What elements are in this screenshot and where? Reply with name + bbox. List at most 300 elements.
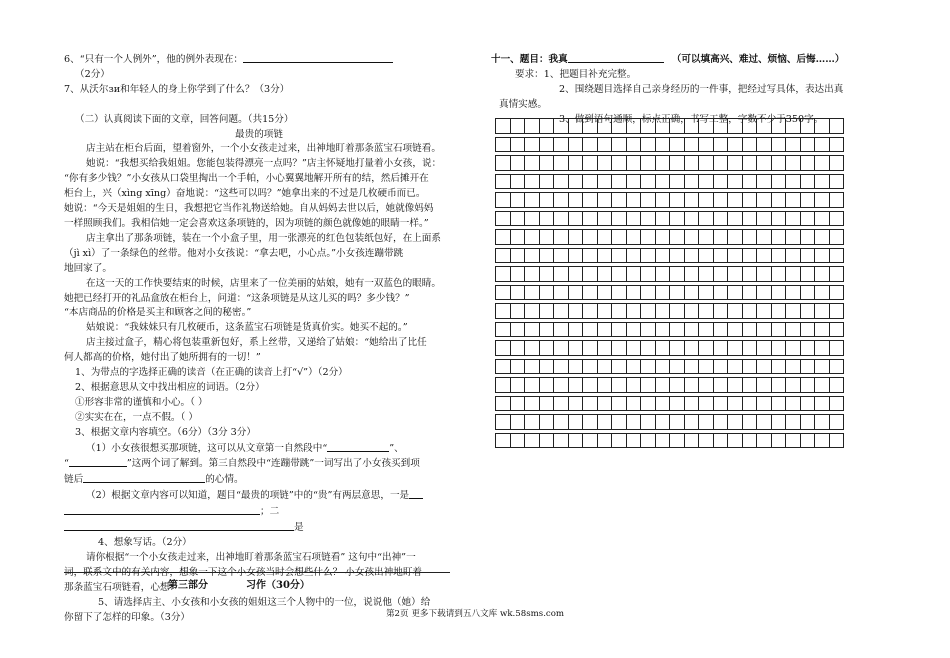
grid-cell[interactable] bbox=[641, 230, 656, 245]
grid-cell[interactable] bbox=[554, 211, 569, 226]
grid-cell[interactable] bbox=[525, 119, 540, 134]
grid-cell[interactable] bbox=[684, 119, 699, 134]
grid-cell[interactable] bbox=[670, 248, 685, 263]
grid-cell[interactable] bbox=[510, 304, 525, 319]
grid-cell[interactable] bbox=[829, 267, 844, 282]
grid-cell[interactable] bbox=[728, 230, 743, 245]
grid-cell[interactable] bbox=[728, 433, 743, 448]
grid-cell[interactable] bbox=[641, 433, 656, 448]
grid-cell[interactable] bbox=[815, 285, 830, 300]
grid-cell[interactable] bbox=[728, 322, 743, 337]
grid-cell[interactable] bbox=[757, 156, 772, 171]
grid-cell[interactable] bbox=[496, 230, 511, 245]
grid-cell[interactable] bbox=[525, 415, 540, 430]
grid-cell[interactable] bbox=[713, 211, 728, 226]
grid-cell[interactable] bbox=[597, 156, 612, 171]
grid-cell[interactable] bbox=[583, 248, 598, 263]
grid-cell[interactable] bbox=[786, 230, 801, 245]
grid-cell[interactable] bbox=[713, 378, 728, 393]
grid-cell[interactable] bbox=[583, 433, 598, 448]
grid-cell[interactable] bbox=[583, 341, 598, 356]
grid-cell[interactable] bbox=[786, 211, 801, 226]
grid-cell[interactable] bbox=[539, 230, 554, 245]
grid-cell[interactable] bbox=[800, 322, 815, 337]
grid-cell[interactable] bbox=[568, 119, 583, 134]
grid-cell[interactable] bbox=[496, 285, 511, 300]
grid-cell[interactable] bbox=[757, 137, 772, 152]
grid-cell[interactable] bbox=[655, 137, 670, 152]
grid-cell[interactable] bbox=[699, 267, 714, 282]
grid-cell[interactable] bbox=[728, 285, 743, 300]
grid-cell[interactable] bbox=[641, 156, 656, 171]
grid-cell[interactable] bbox=[583, 378, 598, 393]
grid-cell[interactable] bbox=[699, 378, 714, 393]
grid-cell[interactable] bbox=[728, 248, 743, 263]
grid-cell[interactable] bbox=[655, 341, 670, 356]
grid-cell[interactable] bbox=[815, 230, 830, 245]
grid-cell[interactable] bbox=[641, 211, 656, 226]
grid-cell[interactable] bbox=[670, 267, 685, 282]
grid-cell[interactable] bbox=[771, 211, 786, 226]
grid-cell[interactable] bbox=[597, 304, 612, 319]
grid-cell[interactable] bbox=[800, 119, 815, 134]
grid-cell[interactable] bbox=[684, 304, 699, 319]
grid-cell[interactable] bbox=[641, 378, 656, 393]
grid-cell[interactable] bbox=[742, 378, 757, 393]
grid-cell[interactable] bbox=[815, 119, 830, 134]
grid-cell[interactable] bbox=[568, 396, 583, 411]
grid-cell[interactable] bbox=[684, 359, 699, 374]
grid-cell[interactable] bbox=[742, 322, 757, 337]
grid-cell[interactable] bbox=[510, 433, 525, 448]
grid-cell[interactable] bbox=[525, 304, 540, 319]
grid-cell[interactable] bbox=[539, 174, 554, 189]
grid-cell[interactable] bbox=[742, 359, 757, 374]
grid-cell[interactable] bbox=[757, 415, 772, 430]
grid-cell[interactable] bbox=[815, 359, 830, 374]
grid-cell[interactable] bbox=[525, 230, 540, 245]
grid-cell[interactable] bbox=[554, 174, 569, 189]
grid-cell[interactable] bbox=[568, 304, 583, 319]
grid-cell[interactable] bbox=[713, 193, 728, 208]
grid-cell[interactable] bbox=[510, 156, 525, 171]
grid-cell[interactable] bbox=[655, 174, 670, 189]
grid-cell[interactable] bbox=[771, 396, 786, 411]
grid-cell[interactable] bbox=[771, 248, 786, 263]
grid-cell[interactable] bbox=[800, 137, 815, 152]
grid-cell[interactable] bbox=[713, 433, 728, 448]
grid-cell[interactable] bbox=[815, 396, 830, 411]
grid-cell[interactable] bbox=[496, 193, 511, 208]
grid-cell[interactable] bbox=[800, 174, 815, 189]
grid-cell[interactable] bbox=[771, 137, 786, 152]
grid-cell[interactable] bbox=[539, 322, 554, 337]
grid-cell[interactable] bbox=[496, 156, 511, 171]
grid-cell[interactable] bbox=[728, 359, 743, 374]
grid-cell[interactable] bbox=[525, 137, 540, 152]
grid-cell[interactable] bbox=[786, 396, 801, 411]
grid-cell[interactable] bbox=[539, 304, 554, 319]
grid-cell[interactable] bbox=[713, 267, 728, 282]
grid-cell[interactable] bbox=[829, 174, 844, 189]
grid-cell[interactable] bbox=[568, 322, 583, 337]
grid-cell[interactable] bbox=[771, 433, 786, 448]
grid-cell[interactable] bbox=[800, 267, 815, 282]
grid-cell[interactable] bbox=[496, 137, 511, 152]
grid-cell[interactable] bbox=[496, 341, 511, 356]
grid-cell[interactable] bbox=[815, 248, 830, 263]
grid-cell[interactable] bbox=[496, 211, 511, 226]
grid-cell[interactable] bbox=[757, 267, 772, 282]
grid-cell[interactable] bbox=[757, 359, 772, 374]
grid-cell[interactable] bbox=[496, 396, 511, 411]
grid-cell[interactable] bbox=[655, 248, 670, 263]
grid-cell[interactable] bbox=[786, 174, 801, 189]
grid-cell[interactable] bbox=[554, 415, 569, 430]
grid-cell[interactable] bbox=[684, 248, 699, 263]
grid-cell[interactable] bbox=[612, 433, 627, 448]
grid-cell[interactable] bbox=[539, 137, 554, 152]
grid-cell[interactable] bbox=[757, 304, 772, 319]
grid-cell[interactable] bbox=[786, 267, 801, 282]
grid-cell[interactable] bbox=[539, 378, 554, 393]
grid-cell[interactable] bbox=[525, 174, 540, 189]
grid-cell[interactable] bbox=[539, 341, 554, 356]
grid-cell[interactable] bbox=[626, 174, 641, 189]
grid-cell[interactable] bbox=[583, 230, 598, 245]
grid-cell[interactable] bbox=[786, 341, 801, 356]
grid-cell[interactable] bbox=[568, 433, 583, 448]
grid-cell[interactable] bbox=[510, 285, 525, 300]
grid-cell[interactable] bbox=[626, 304, 641, 319]
grid-cell[interactable] bbox=[539, 415, 554, 430]
grid-cell[interactable] bbox=[728, 396, 743, 411]
grid-cell[interactable] bbox=[699, 193, 714, 208]
grid-cell[interactable] bbox=[684, 415, 699, 430]
grid-cell[interactable] bbox=[757, 396, 772, 411]
grid-cell[interactable] bbox=[829, 211, 844, 226]
grid-cell[interactable] bbox=[800, 211, 815, 226]
grid-cell[interactable] bbox=[554, 378, 569, 393]
grid-cell[interactable] bbox=[800, 156, 815, 171]
grid-cell[interactable] bbox=[742, 396, 757, 411]
grid-cell[interactable] bbox=[728, 378, 743, 393]
grid-cell[interactable] bbox=[583, 322, 598, 337]
grid-cell[interactable] bbox=[583, 211, 598, 226]
grid-cell[interactable] bbox=[829, 433, 844, 448]
grid-cell[interactable] bbox=[713, 285, 728, 300]
grid-cell[interactable] bbox=[757, 230, 772, 245]
grid-cell[interactable] bbox=[510, 267, 525, 282]
grid-cell[interactable] bbox=[583, 119, 598, 134]
grid-cell[interactable] bbox=[626, 156, 641, 171]
grid-cell[interactable] bbox=[699, 322, 714, 337]
grid-cell[interactable] bbox=[525, 359, 540, 374]
grid-cell[interactable] bbox=[641, 174, 656, 189]
grid-cell[interactable] bbox=[583, 137, 598, 152]
grid-cell[interactable] bbox=[496, 248, 511, 263]
grid-cell[interactable] bbox=[742, 267, 757, 282]
grid-cell[interactable] bbox=[525, 396, 540, 411]
writing-grid[interactable] bbox=[495, 118, 844, 448]
grid-cell[interactable] bbox=[757, 174, 772, 189]
grid-cell[interactable] bbox=[699, 433, 714, 448]
grid-cell[interactable] bbox=[612, 378, 627, 393]
grid-cell[interactable] bbox=[655, 285, 670, 300]
grid-cell[interactable] bbox=[815, 433, 830, 448]
grid-cell[interactable] bbox=[612, 285, 627, 300]
grid-cell[interactable] bbox=[597, 174, 612, 189]
grid-cell[interactable] bbox=[713, 359, 728, 374]
grid-cell[interactable] bbox=[699, 174, 714, 189]
grid-cell[interactable] bbox=[641, 359, 656, 374]
grid-cell[interactable] bbox=[612, 137, 627, 152]
grid-cell[interactable] bbox=[568, 174, 583, 189]
grid-cell[interactable] bbox=[800, 359, 815, 374]
grid-cell[interactable] bbox=[612, 248, 627, 263]
grid-cell[interactable] bbox=[612, 322, 627, 337]
grid-cell[interactable] bbox=[670, 304, 685, 319]
grid-cell[interactable] bbox=[670, 341, 685, 356]
grid-cell[interactable] bbox=[713, 119, 728, 134]
grid-cell[interactable] bbox=[728, 341, 743, 356]
grid-cell[interactable] bbox=[655, 230, 670, 245]
grid-cell[interactable] bbox=[713, 415, 728, 430]
grid-cell[interactable] bbox=[496, 378, 511, 393]
grid-cell[interactable] bbox=[684, 285, 699, 300]
grid-cell[interactable] bbox=[539, 193, 554, 208]
grid-cell[interactable] bbox=[829, 341, 844, 356]
grid-cell[interactable] bbox=[525, 211, 540, 226]
grid-cell[interactable] bbox=[641, 396, 656, 411]
grid-cell[interactable] bbox=[525, 156, 540, 171]
grid-cell[interactable] bbox=[655, 359, 670, 374]
grid-cell[interactable] bbox=[510, 119, 525, 134]
grid-cell[interactable] bbox=[713, 248, 728, 263]
grid-cell[interactable] bbox=[539, 119, 554, 134]
grid-cell[interactable] bbox=[800, 433, 815, 448]
grid-cell[interactable] bbox=[771, 156, 786, 171]
grid-cell[interactable] bbox=[612, 230, 627, 245]
grid-cell[interactable] bbox=[829, 137, 844, 152]
grid-cell[interactable] bbox=[626, 396, 641, 411]
grid-cell[interactable] bbox=[670, 211, 685, 226]
grid-cell[interactable] bbox=[626, 415, 641, 430]
grid-cell[interactable] bbox=[670, 119, 685, 134]
grid-cell[interactable] bbox=[829, 119, 844, 134]
grid-cell[interactable] bbox=[757, 285, 772, 300]
grid-cell[interactable] bbox=[713, 396, 728, 411]
grid-cell[interactable] bbox=[800, 415, 815, 430]
grid-cell[interactable] bbox=[496, 433, 511, 448]
grid-cell[interactable] bbox=[583, 415, 598, 430]
grid-cell[interactable] bbox=[742, 230, 757, 245]
grid-cell[interactable] bbox=[670, 285, 685, 300]
grid-cell[interactable] bbox=[626, 193, 641, 208]
grid-cell[interactable] bbox=[612, 211, 627, 226]
grid-cell[interactable] bbox=[699, 119, 714, 134]
grid-cell[interactable] bbox=[612, 156, 627, 171]
grid-cell[interactable] bbox=[568, 137, 583, 152]
grid-cell[interactable] bbox=[655, 322, 670, 337]
grid-cell[interactable] bbox=[684, 230, 699, 245]
grid-cell[interactable] bbox=[670, 322, 685, 337]
grid-cell[interactable] bbox=[641, 285, 656, 300]
grid-cell[interactable] bbox=[728, 156, 743, 171]
grid-cell[interactable] bbox=[815, 211, 830, 226]
grid-cell[interactable] bbox=[568, 156, 583, 171]
grid-cell[interactable] bbox=[699, 415, 714, 430]
grid-cell[interactable] bbox=[771, 285, 786, 300]
grid-cell[interactable] bbox=[771, 119, 786, 134]
grid-cell[interactable] bbox=[554, 285, 569, 300]
grid-cell[interactable] bbox=[829, 193, 844, 208]
grid-cell[interactable] bbox=[757, 248, 772, 263]
grid-cell[interactable] bbox=[699, 285, 714, 300]
grid-cell[interactable] bbox=[583, 267, 598, 282]
grid-cell[interactable] bbox=[757, 119, 772, 134]
grid-cell[interactable] bbox=[742, 248, 757, 263]
grid-cell[interactable] bbox=[742, 119, 757, 134]
grid-cell[interactable] bbox=[626, 359, 641, 374]
grid-cell[interactable] bbox=[612, 193, 627, 208]
grid-cell[interactable] bbox=[829, 396, 844, 411]
grid-cell[interactable] bbox=[800, 341, 815, 356]
grid-cell[interactable] bbox=[568, 248, 583, 263]
grid-cell[interactable] bbox=[539, 285, 554, 300]
grid-cell[interactable] bbox=[786, 415, 801, 430]
grid-cell[interactable] bbox=[496, 119, 511, 134]
grid-cell[interactable] bbox=[496, 304, 511, 319]
grid-cell[interactable] bbox=[641, 137, 656, 152]
grid-cell[interactable] bbox=[771, 378, 786, 393]
grid-cell[interactable] bbox=[597, 193, 612, 208]
grid-cell[interactable] bbox=[815, 415, 830, 430]
grid-cell[interactable] bbox=[554, 322, 569, 337]
grid-cell[interactable] bbox=[655, 378, 670, 393]
grid-cell[interactable] bbox=[612, 304, 627, 319]
grid-cell[interactable] bbox=[670, 378, 685, 393]
grid-cell[interactable] bbox=[771, 267, 786, 282]
grid-cell[interactable] bbox=[742, 415, 757, 430]
grid-cell[interactable] bbox=[539, 359, 554, 374]
grid-cell[interactable] bbox=[510, 248, 525, 263]
grid-cell[interactable] bbox=[786, 359, 801, 374]
grid-cell[interactable] bbox=[626, 378, 641, 393]
grid-cell[interactable] bbox=[771, 193, 786, 208]
grid-cell[interactable] bbox=[713, 174, 728, 189]
grid-cell[interactable] bbox=[597, 137, 612, 152]
grid-cell[interactable] bbox=[670, 174, 685, 189]
grid-cell[interactable] bbox=[597, 341, 612, 356]
grid-cell[interactable] bbox=[713, 322, 728, 337]
grid-cell[interactable] bbox=[568, 267, 583, 282]
grid-cell[interactable] bbox=[597, 322, 612, 337]
grid-cell[interactable] bbox=[641, 248, 656, 263]
grid-cell[interactable] bbox=[655, 211, 670, 226]
grid-cell[interactable] bbox=[829, 378, 844, 393]
grid-cell[interactable] bbox=[800, 285, 815, 300]
grid-cell[interactable] bbox=[554, 193, 569, 208]
grid-cell[interactable] bbox=[757, 322, 772, 337]
grid-cell[interactable] bbox=[800, 230, 815, 245]
grid-cell[interactable] bbox=[670, 396, 685, 411]
grid-cell[interactable] bbox=[728, 267, 743, 282]
grid-cell[interactable] bbox=[786, 119, 801, 134]
grid-cell[interactable] bbox=[786, 193, 801, 208]
grid-cell[interactable] bbox=[815, 322, 830, 337]
grid-cell[interactable] bbox=[684, 396, 699, 411]
grid-cell[interactable] bbox=[597, 396, 612, 411]
grid-cell[interactable] bbox=[771, 174, 786, 189]
grid-cell[interactable] bbox=[626, 211, 641, 226]
grid-cell[interactable] bbox=[786, 322, 801, 337]
grid-cell[interactable] bbox=[510, 341, 525, 356]
grid-cell[interactable] bbox=[786, 378, 801, 393]
grid-cell[interactable] bbox=[771, 322, 786, 337]
grid-cell[interactable] bbox=[728, 211, 743, 226]
grid-cell[interactable] bbox=[510, 378, 525, 393]
grid-cell[interactable] bbox=[510, 396, 525, 411]
grid-cell[interactable] bbox=[525, 285, 540, 300]
grid-cell[interactable] bbox=[655, 119, 670, 134]
grid-cell[interactable] bbox=[670, 137, 685, 152]
grid-cell[interactable] bbox=[525, 378, 540, 393]
grid-cell[interactable] bbox=[496, 322, 511, 337]
grid-cell[interactable] bbox=[510, 322, 525, 337]
grid-cell[interactable] bbox=[829, 230, 844, 245]
grid-cell[interactable] bbox=[539, 156, 554, 171]
grid-cell[interactable] bbox=[742, 137, 757, 152]
grid-cell[interactable] bbox=[699, 211, 714, 226]
grid-cell[interactable] bbox=[800, 193, 815, 208]
grid-cell[interactable] bbox=[699, 341, 714, 356]
grid-cell[interactable] bbox=[699, 359, 714, 374]
grid-cell[interactable] bbox=[684, 156, 699, 171]
grid-cell[interactable] bbox=[815, 174, 830, 189]
grid-cell[interactable] bbox=[568, 378, 583, 393]
grid-cell[interactable] bbox=[583, 193, 598, 208]
grid-cell[interactable] bbox=[786, 304, 801, 319]
grid-cell[interactable] bbox=[757, 193, 772, 208]
grid-cell[interactable] bbox=[829, 248, 844, 263]
grid-cell[interactable] bbox=[815, 304, 830, 319]
grid-cell[interactable] bbox=[496, 415, 511, 430]
grid-cell[interactable] bbox=[641, 267, 656, 282]
grid-cell[interactable] bbox=[525, 341, 540, 356]
grid-cell[interactable] bbox=[525, 193, 540, 208]
grid-cell[interactable] bbox=[641, 119, 656, 134]
grid-cell[interactable] bbox=[597, 359, 612, 374]
grid-cell[interactable] bbox=[554, 119, 569, 134]
grid-cell[interactable] bbox=[684, 322, 699, 337]
grid-cell[interactable] bbox=[728, 415, 743, 430]
grid-cell[interactable] bbox=[496, 174, 511, 189]
grid-cell[interactable] bbox=[699, 230, 714, 245]
grid-cell[interactable] bbox=[612, 341, 627, 356]
grid-cell[interactable] bbox=[786, 137, 801, 152]
grid-cell[interactable] bbox=[800, 378, 815, 393]
grid-cell[interactable] bbox=[597, 119, 612, 134]
grid-cell[interactable] bbox=[742, 174, 757, 189]
grid-cell[interactable] bbox=[583, 396, 598, 411]
grid-cell[interactable] bbox=[699, 137, 714, 152]
grid-cell[interactable] bbox=[641, 415, 656, 430]
grid-cell[interactable] bbox=[510, 230, 525, 245]
grid-cell[interactable] bbox=[583, 304, 598, 319]
grid-cell[interactable] bbox=[771, 230, 786, 245]
grid-cell[interactable] bbox=[568, 415, 583, 430]
